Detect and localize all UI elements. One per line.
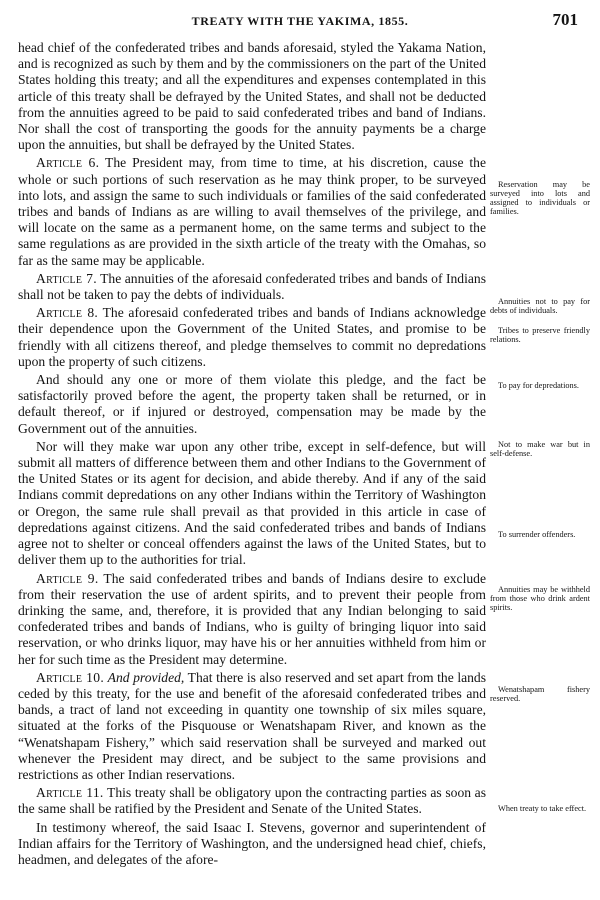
paragraph-text: This treaty shall be obligatory upon the contracting parties as soon as the same shall be ratified by the President and Senate of the United States.	[18, 785, 486, 817]
paragraph-text: That there is also reserved and set apart from the lands ceded by this treaty, for the use and benefit of the aforesaid confederated tribes and bands, a tract of land not exceeding in quantity one township of six miles square, situated at the forks of the Pisquouse or Wenatshapam River, and known as the “Wenatshapam Fishery,” which said reservation shall be surveyed and marked out whenever the President may direct, and be subject to the same provisions and restrictions as other Indian reservations.	[18, 669, 487, 782]
article-heading: Article 10.	[36, 669, 105, 685]
side-note: When treaty to take effect.	[498, 804, 587, 813]
italic-phrase: And provided,	[107, 669, 185, 685]
article-11	[18, 785, 486, 817]
paragraph-text: Nor will they make war upon any other tribe, except in self-defence, but will submit all matters of difference between them and other Indians to the Government of the United States or its agent for decision, and abide thereby. And if any of the said Indians commit depredations on any other Indians within the Territory of Washington or Oregon, the same rule shall prevail as that provided in this article in case of depredations against citizens. And the said confederated tribes and bands of Indians agree not to shelter or conceal offenders against the laws of the United States, but to deliver them up to the authorities for trial.	[18, 438, 486, 568]
paragraph-text: head chief of the confederated tribes and bands aforesaid, styled the Yakama Nation, and is recognized as such by them and by the commissioners on the part of the United States holding this treaty; and all the expenditures and expenses contemplated in this article of this treaty shall be defrayed by the United States, and shall not be deducted from the annuities agreed to be paid to said confederated tribes and band of Indians. Nor shall the cost of transporting the goods for the annuity payments be a charge upon the annuities, but shall be defrayed by the United States.	[18, 40, 486, 153]
paragraph-text: The said confederated tribes and bands of Indians desire to exclude from their reservation the use of ardent spirits, and to prevent their people from drinking the same, and, therefore, it is provided that any Indian belonging to said confederated tribes and bands of Indians, who is guilty of bringing liquor into said reservation, or who drinks liquor, may have his or her annuities withheld from him or her for such time as the President may determine.	[18, 570, 486, 667]
side-note: Reservation may be surveyed into lots and assigned to individuals or families.	[490, 180, 590, 216]
article-10	[18, 670, 486, 783]
article-heading: Article 9.	[36, 570, 99, 586]
treaty-text	[18, 40, 486, 870]
article-heading: Article 7.	[36, 270, 97, 286]
article-6	[18, 155, 486, 268]
paragraph-depredations	[18, 372, 486, 437]
page-number: 701	[552, 10, 578, 29]
paragraph-text: The aforesaid confederated tribes and bands of Indians acknowledge their dependence upon the Government of the United States, and promise to be friendly with all citizens thereof, and pledge themselves to commit no depredations upon the property of such citizens.	[18, 305, 486, 369]
side-note: To surrender offenders.	[498, 530, 576, 539]
paragraph-text: The President may, from time to time, at his discretion, cause the whole or such portions of such reservation as he may think proper, to be surveyed into lots, and assign the same to such individuals or families of the said confederated tribes and bands of Indians as are willing to avail themselves of the privilege, and will locate on the same as a permanent home, on the same terms and subject to the same regulations as are provided in the sixth article of the treaty with the Omahas, so far as the same may be applicable.	[18, 155, 487, 268]
side-note: Annuities not to pay for debts of individuals.	[490, 297, 590, 315]
running-title: TREATY WITH THE YAKIMA, 1855.	[191, 14, 409, 28]
paragraph-continuation	[18, 40, 486, 153]
article-7	[18, 271, 486, 303]
paragraph-testimony	[18, 820, 486, 869]
side-note: To pay for depredations.	[498, 381, 579, 390]
article-heading: Article 6.	[36, 155, 100, 171]
side-note: Annuities may be withheld from those who drink ardent spirits.	[490, 585, 590, 612]
side-note: Wenatshapam fishery reserved.	[490, 685, 590, 703]
article-8	[18, 305, 486, 370]
article-heading: Article 11.	[36, 785, 104, 801]
side-note: Not to make war but in self-defense.	[490, 440, 590, 458]
side-note: Tribes to preserve friendly relations.	[490, 326, 590, 344]
paragraph-text: And should any one or more of them violate this pledge, and the fact be satisfactorily proved before the agent, the property taken shall be returned, or in default thereof, or if injured or destroyed, compensation may be made by the Government out of the annuities.	[18, 372, 486, 436]
article-9	[18, 571, 486, 668]
paragraph-text: In testimony whereof, the said Isaac I. Stevens, governor and superintendent of Indian affairs for the Territory of Washington, and the undersigned head chief, chiefs, headmen, and delegates of the afore-	[18, 819, 486, 867]
page-header	[20, 12, 580, 34]
article-heading: Article 8.	[36, 305, 99, 321]
paragraph-text: The annuities of the aforesaid confederated tribes and bands of Indians shall not be taken to pay the debts of individuals.	[18, 270, 486, 303]
paragraph-war	[18, 439, 486, 569]
